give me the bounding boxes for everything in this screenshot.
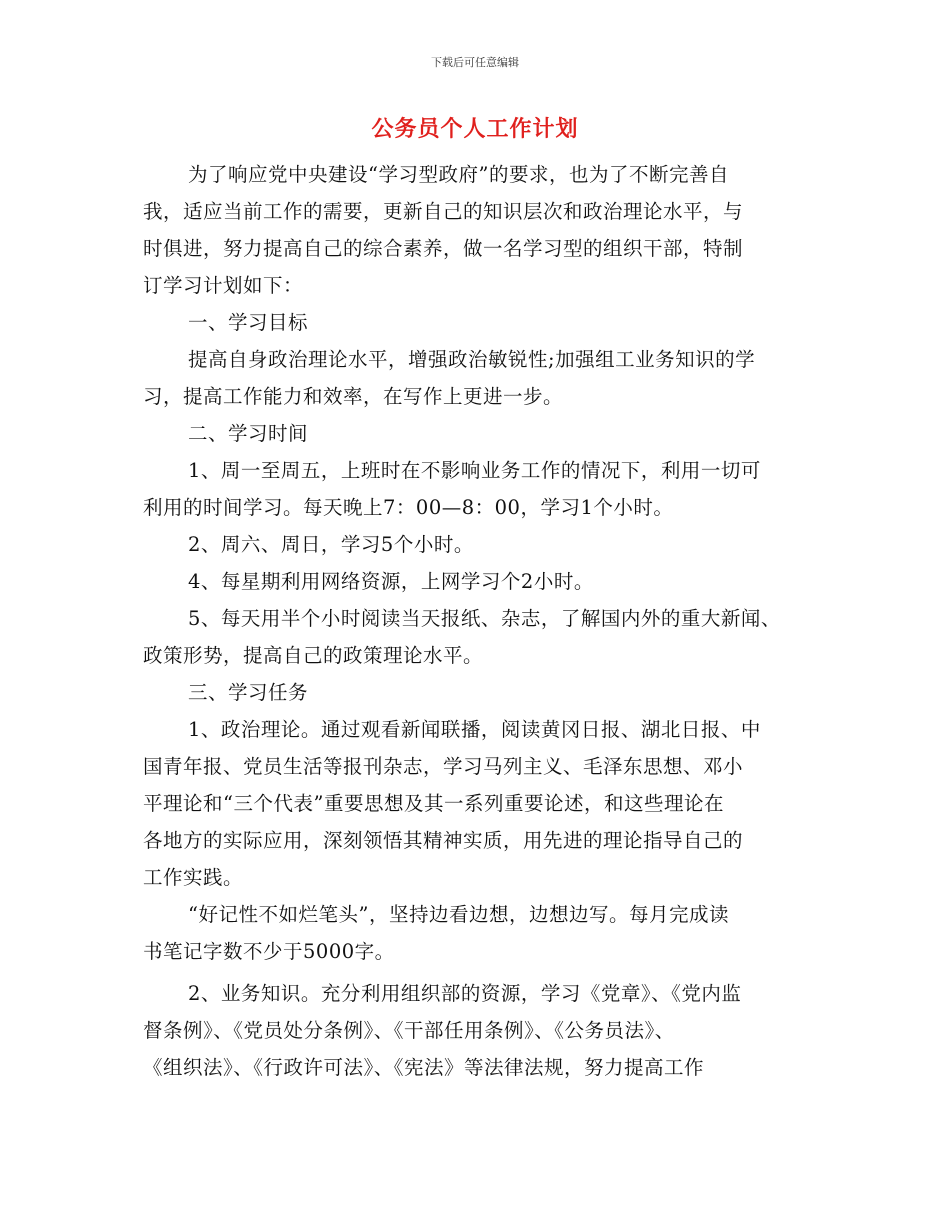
body-line: 书笔记字数不少于5000字。 [143, 940, 395, 963]
body-line: 平理论和“三个代表”重要思想及其一系列重要论述，和这些理论在 [143, 792, 724, 815]
body-line: 1、政治理论。通过观看新闻联播，阅读黄冈日报、湖北日报、中 [188, 718, 761, 741]
document-body [143, 156, 815, 1086]
section-heading: 二、学习时间 [188, 422, 309, 445]
body-line: 为了响应党中央建设“学习型政府”的要求，也为了不断完善自 [188, 163, 729, 186]
body-line: 4、每星期利用网络资源，上网学习个2小时。 [188, 570, 594, 593]
body-line: 提高自身政治理论水平，增强政治敏锐性;加强组工业务知识的学 [188, 348, 756, 371]
body-line: 我，适应当前工作的需要，更新自己的知识层次和政治理论水平，与 [143, 200, 744, 223]
body-line: 2、业务知识。充分利用组织部的资源，学习《党章》、《党内监 [188, 982, 742, 1005]
body-line: 订学习计划如下： [143, 274, 304, 297]
header-note: 下载后可任意编辑 [431, 56, 519, 69]
body-line: 2、周六、周日，学习5个小时。 [188, 533, 474, 556]
section-heading: 三、学习任务 [188, 681, 309, 704]
body-line: 各地方的实际应用，深刻领悟其精神实质，用先进的理论指导自己的 [143, 829, 744, 852]
document-title: 公务员个人工作计划 [371, 116, 579, 142]
body-line: 利用的时间学习。每天晚上7：00—8：00，学习1个小时。 [143, 496, 674, 519]
body-line: “好记性不如烂笔头”，坚持边看边想，边想边写。每月完成读 [188, 903, 729, 926]
section-heading: 一、学习目标 [188, 311, 309, 334]
body-line: 《组织法》、《行政许可法》、《宪法》等法律法规，努力提高工作 [143, 1056, 705, 1079]
body-line: 1、周一至周五，上班时在不影响业务工作的情况下，利用一切可 [188, 459, 761, 482]
body-line: 习，提高工作能力和效率，在写作上更进一步。 [143, 385, 564, 408]
body-line: 政策形势，提高自己的政策理论水平。 [143, 644, 484, 667]
body-line: 督条例》、《党员处分条例》、《干部任用条例》、《公务员法》、 [143, 1019, 675, 1042]
body-line: 国青年报、党员生活等报刊杂志，学习马列主义、毛泽东思想、邓小 [143, 755, 744, 778]
body-line: 工作实践。 [143, 866, 244, 889]
body-line: 时俱进，努力提高自己的综合素养，做一名学习型的组织干部，特制 [143, 237, 744, 260]
body-line: 5、每天用半个小时阅读当天报纸、杂志，了解国内外的重大新闻、 [188, 607, 781, 630]
